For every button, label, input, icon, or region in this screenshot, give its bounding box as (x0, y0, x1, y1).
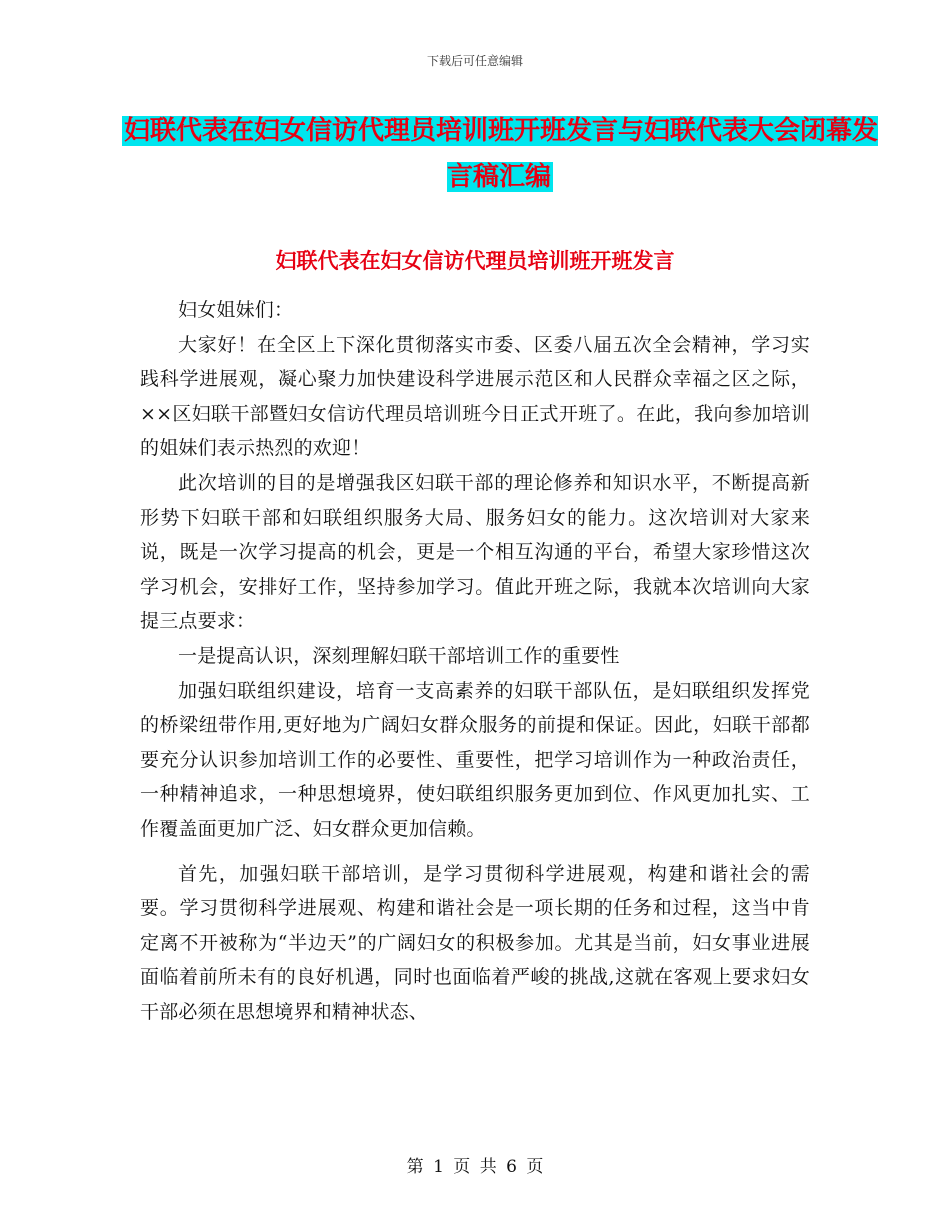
header-note: 下载后可任意编辑 (426, 54, 523, 68)
paragraph: 加强妇联组织建设，培育一支高素养的妇联干部队伍，是妇联组织发挥党的桥梁纽带作用,更好地为广阔妇女群众服务的前提和保证。因此，妇联干部都要充分认识参加培训工作的必要性、重要性，把学习培训作为一种政治责任，一种精神追求，一种思想境界，使妇联组织服务更加到位、作风更加扎实、工作覆盖面更加广泛、妇女群众更加信赖。 (140, 679, 810, 840)
document-title-text: 妇联代表在妇女信访代理员培训班开班发言与妇联代表大会闭幕发言稿汇编 (123, 116, 878, 192)
paragraph: 此次培训的目的是增强我区妇联干部的理论修养和知识水平，不断提高新形势下妇联干部和妇联组织服务大局、服务妇女的能力。这次培训对大家来说，既是一次学习提高的机会，更是一个相互沟通的平台，希望大家珍惜这次学习机会，安排好工作，坚持参加学习。值此开班之际，我就本次培训向大家提三点要求： (140, 471, 810, 633)
paragraph-greeting: 妇女姐妹们： (178, 299, 294, 321)
paragraph: 大家好！在全区上下深化贯彻落实市委、区委八届五次全会精神，学习实践科学进展观，凝心聚力加快建设科学进展示范区和人民群众幸福之区之际，××区妇联干部暨妇女信访代理员培训班今日正式开班了。在此，我向参加培训的姐妹们表示热烈的欢迎！ (140, 333, 810, 460)
paragraph-heading: 一是提高认识，深刻理解妇联干部培训工作的重要性 (178, 644, 620, 667)
document-body (140, 293, 810, 1029)
paragraph: 首先，加强妇联干部培训，是学习贯彻科学进展观，构建和谐社会的需要。学习贯彻科学进展观、构建和谐社会是一项长期的任务和过程，这当中肯定离不开被称为“半边天”的广阔妇女的积极参加。尤其是当前，妇女事业进展面临着前所未有的良好机遇，同时也面临着严峻的挑战,这就在客观上要求妇女干部必须在思想境界和精神状态、 (140, 862, 810, 1023)
page-number: 第 1 页 共 6 页 (406, 1157, 544, 1177)
document-title (120, 108, 880, 200)
section-title: 妇联代表在妇女信访代理员培训班开班发言 (275, 249, 675, 273)
